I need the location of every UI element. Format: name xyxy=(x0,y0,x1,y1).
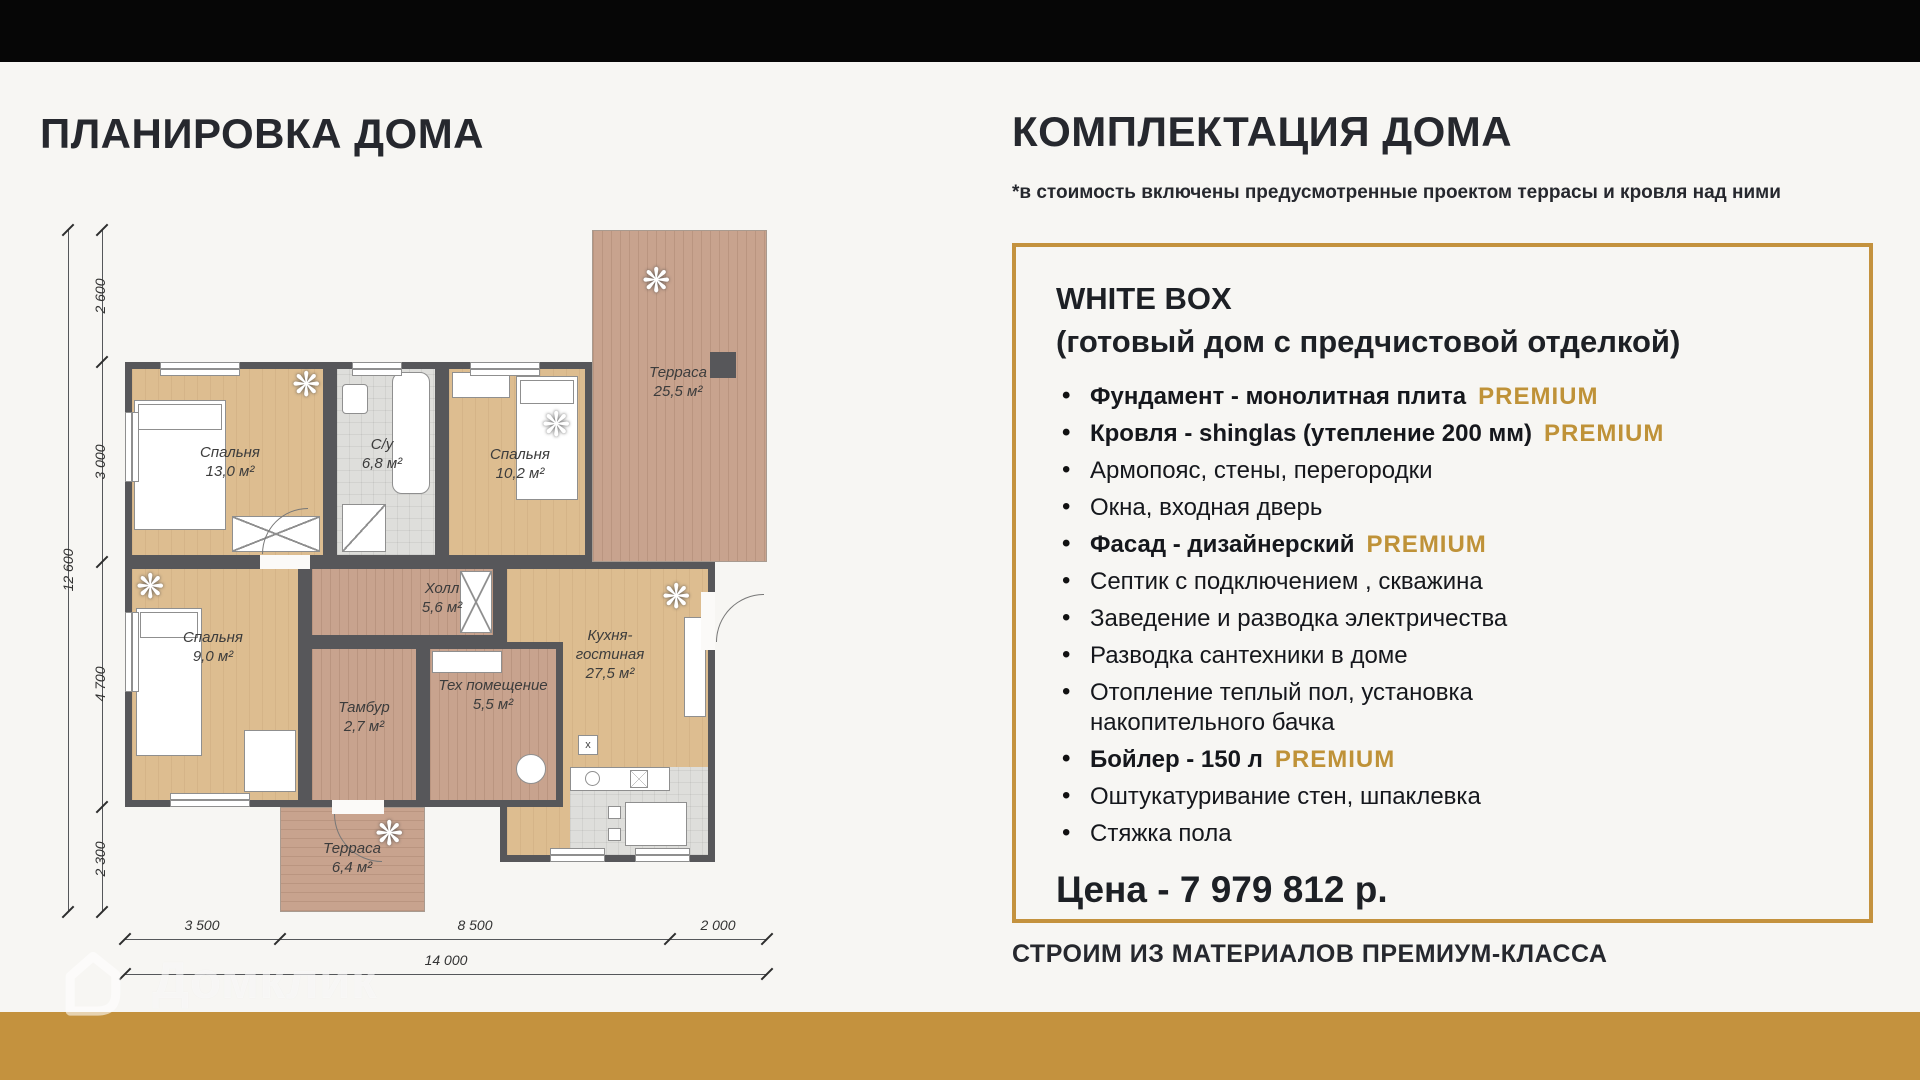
kit-item: • Фундамент - монолитная плита PREMIUM xyxy=(1056,382,1756,412)
dining-table xyxy=(625,802,687,846)
kit-item: • Фасад - дизайнерский PREMIUM xyxy=(1056,530,1756,560)
room-label: С/у 6,8 м² xyxy=(361,436,403,472)
dim-label: 14 000 xyxy=(424,952,468,968)
dim-label: 12 600 xyxy=(60,548,76,592)
kit-item: • Оштукатуривание стен, шпаклевка xyxy=(1056,782,1756,812)
dim-label: 4 700 xyxy=(92,666,108,702)
plant-icon: ❋ xyxy=(375,815,404,853)
bed-pillow xyxy=(520,380,574,404)
dim-label: 3 500 xyxy=(184,917,220,933)
watermark-label: Домклик xyxy=(152,952,377,1010)
kit-item: • Септик с подключением , скважина xyxy=(1056,567,1756,597)
room-label: Терраса 6,4 м² xyxy=(323,840,381,876)
plant-icon: ❋ xyxy=(542,406,571,444)
kit-item: • Окна, входная дверь xyxy=(1056,493,1756,523)
kit-footer: СТРОИМ ИЗ МАТЕРИАЛОВ ПРЕМИУМ-КЛАССА xyxy=(1012,940,1608,968)
washer-icon xyxy=(516,754,546,784)
room-label: Тех помещение 5,5 м² xyxy=(438,677,548,713)
house-logo-icon xyxy=(52,940,134,1022)
premium-badge: PREMIUM xyxy=(1478,382,1599,410)
room-label: Кухня-гостиная 27,5 м² xyxy=(575,627,645,682)
bed-pillow xyxy=(138,404,222,430)
room-label: Спальня 10,2 м² xyxy=(490,446,550,482)
bathtub-icon xyxy=(392,372,430,494)
stove-icon xyxy=(630,770,648,788)
dim-label: 2 300 xyxy=(92,841,108,877)
window xyxy=(352,362,402,376)
vent-marker: x xyxy=(578,735,598,755)
dim-label: 2 000 xyxy=(700,917,736,933)
window xyxy=(470,362,540,376)
kit-heading-line2: (готовый дом с предчистовой отделкой) xyxy=(1056,324,1681,360)
tech-counter xyxy=(432,651,502,673)
premium-badge: PREMIUM xyxy=(1544,419,1665,447)
chair xyxy=(608,806,621,819)
kit-item: • Заведение и разводка электричества xyxy=(1056,604,1756,634)
kit-item: • Кровля - shinglas (утепление 200 мм) PREMIUM xyxy=(1056,419,1756,449)
plant-icon: ❋ xyxy=(662,578,691,616)
window xyxy=(125,412,139,482)
kit-list xyxy=(1056,382,1829,849)
premium-badge: PREMIUM xyxy=(1366,530,1487,558)
kit-item: • Армопояс, стены, перегородки xyxy=(1056,456,1756,486)
chair xyxy=(608,828,621,841)
window xyxy=(635,848,690,862)
desk-icon xyxy=(244,730,296,792)
kit-title: КОМПЛЕКТАЦИЯ ДОМА xyxy=(1012,108,1513,155)
room-label: Тамбур 2,7 м² xyxy=(338,699,390,735)
sink-icon xyxy=(585,771,600,786)
room-label: Спальня 13,0 м² xyxy=(200,444,260,480)
kit-heading-line1: WHITE BOX xyxy=(1056,281,1232,316)
plant-icon: ❋ xyxy=(642,262,671,300)
door-arc xyxy=(716,594,764,642)
watermark xyxy=(52,940,377,1022)
dim-line-segments-v xyxy=(102,230,103,912)
window xyxy=(170,793,250,807)
floor-plan xyxy=(50,172,800,1007)
window xyxy=(550,848,605,862)
bottom-gold-bar xyxy=(0,1012,1920,1080)
price: Цена - 7 979 812 р. xyxy=(1056,868,1388,910)
room-label: Спальня 9,0 м² xyxy=(183,629,243,665)
premium-badge: PREMIUM xyxy=(1274,745,1396,773)
kit-item: • Разводка сантехники в доме xyxy=(1056,641,1756,671)
kit-item: • Бойлер - 150 л PREMIUM xyxy=(1056,745,1756,775)
shower-icon xyxy=(342,504,386,552)
kit-subtitle: *в стоимость включены предусмотренные проектом террасы и кровля над ними xyxy=(1012,182,1781,203)
kit-item: • Стяжка пола xyxy=(1056,819,1756,849)
dim-label: 8 500 xyxy=(457,917,493,933)
kit-box xyxy=(1012,243,1873,923)
door-gap xyxy=(332,800,384,814)
plant-icon: ❋ xyxy=(136,568,165,606)
dim-label: 3 000 xyxy=(92,444,108,480)
door-gap xyxy=(260,555,310,569)
window xyxy=(125,612,139,692)
toilet-icon xyxy=(342,384,368,414)
door-gap xyxy=(701,592,715,650)
room-label: Холл 5,6 м² xyxy=(421,580,463,616)
kit-heading xyxy=(1056,277,1829,364)
room-label: Терраса 25,5 м² xyxy=(649,364,707,400)
plan-title: ПЛАНИРОВКА ДОМА xyxy=(40,110,485,157)
dim-label: 2 600 xyxy=(92,278,108,314)
window xyxy=(160,362,240,376)
top-black-bar xyxy=(0,0,1920,62)
kit-item: • Отопление теплый пол, установка накопительного бачка xyxy=(1056,678,1616,738)
plant-icon: ❋ xyxy=(292,366,321,404)
